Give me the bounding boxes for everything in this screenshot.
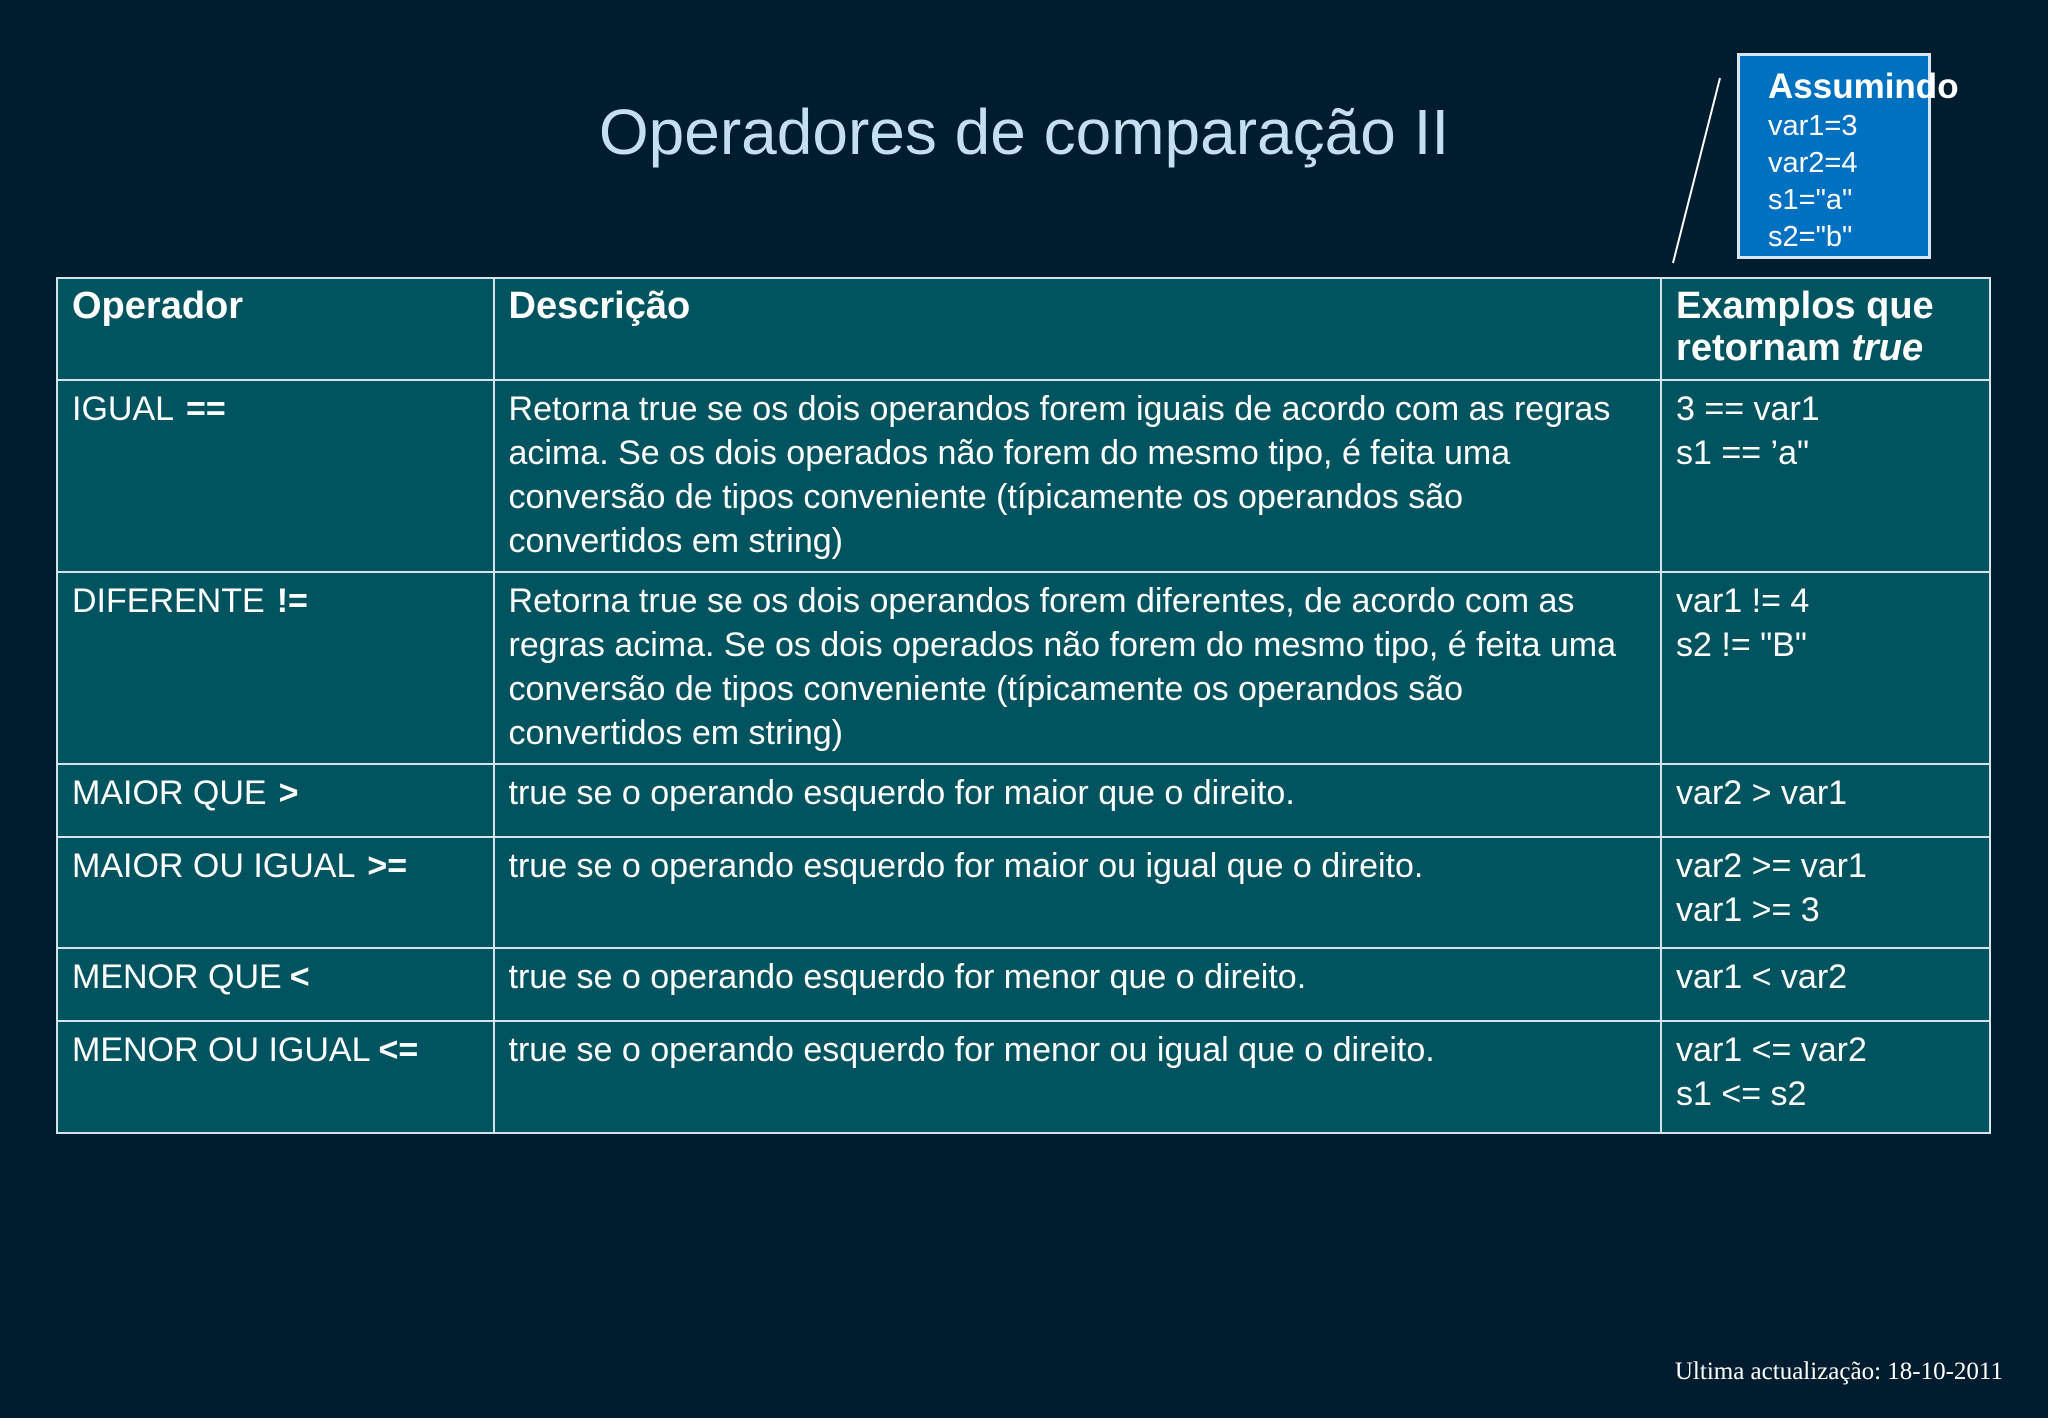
assumption-line: s2="b" <box>1768 221 1853 253</box>
last-updated-footer: Ultima actualização: 18-10-2011 <box>1674 1358 2003 1385</box>
operator-name: DIFERENTE <box>72 582 265 620</box>
operator-symbol: >= <box>367 847 408 885</box>
operator-cell <box>57 572 494 764</box>
examples-cell <box>1661 1021 1990 1133</box>
operator-cell <box>57 764 494 837</box>
table-row <box>57 764 1990 837</box>
operator-name: MENOR QUE <box>72 958 282 996</box>
examples-cell <box>1661 948 1990 1021</box>
operator-name: MAIOR QUE <box>72 774 267 812</box>
header-description: Descrição <box>494 278 1662 380</box>
header-examples-text: Examplos que retornam <box>1676 285 1934 369</box>
operator-symbol: > <box>278 774 299 812</box>
description-cell: true se o operando esquerdo for maior ou igual que o direito. <box>494 837 1662 948</box>
table-header-row <box>57 278 1990 380</box>
table-row <box>57 380 1990 572</box>
operator-name: MENOR OU IGUAL <box>72 1031 371 1069</box>
operator-cell <box>57 837 494 948</box>
assumptions-heading: Assumindo <box>1768 67 1959 106</box>
assumption-line: var2=4 <box>1768 147 1858 179</box>
header-examples <box>1661 278 1990 380</box>
operator-symbol: != <box>276 582 308 620</box>
example-line: var2 > var1 <box>1676 774 1848 812</box>
example-line: var1 < var2 <box>1676 958 1848 996</box>
examples-cell <box>1661 572 1990 764</box>
table-row <box>57 948 1990 1021</box>
example-line: s1 <= s2 <box>1676 1075 1807 1113</box>
header-examples-true: true <box>1851 327 1924 369</box>
example-line: s2 != "B" <box>1676 626 1807 664</box>
assumption-line: s1="a" <box>1768 184 1853 216</box>
description-cell: true se o operando esquerdo for maior que o direito. <box>494 764 1662 837</box>
example-line: var2 >= var1 <box>1676 847 1867 885</box>
operator-name: IGUAL <box>72 390 175 428</box>
assumption-line: var1=3 <box>1768 110 1858 142</box>
table-row <box>57 837 1990 948</box>
example-line: 3 == var1 <box>1676 390 1820 428</box>
example-line: var1 <= var2 <box>1676 1031 1867 1069</box>
slide-title: Operadores de comparação II <box>598 96 1450 168</box>
operator-symbol: < <box>289 958 310 996</box>
operator-symbol: == <box>186 390 226 428</box>
operator-cell <box>57 948 494 1021</box>
table-row <box>57 1021 1990 1133</box>
assumptions-note <box>1737 53 1959 259</box>
description-cell: Retorna true se os dois operandos forem diferentes, de acordo com as regras acima. Se os dois operados não forem do mesmo tipo, é feita uma conversão de tipos conveniente (típicamente os operandos são convertidos em string) <box>494 572 1662 764</box>
description-cell: true se o operando esquerdo for menor que o direito. <box>494 948 1662 1021</box>
examples-cell <box>1661 837 1990 948</box>
operator-name: MAIOR OU IGUAL <box>72 847 356 885</box>
table-row <box>57 572 1990 764</box>
operator-cell <box>57 1021 494 1133</box>
operator-symbol: <= <box>378 1031 419 1069</box>
description-cell: Retorna true se os dois operandos forem iguais de acordo com as regras acima. Se os dois operados não forem do mesmo tipo, é feita uma conversão de tipos conveniente (típicamente os operandos são convertidos em string) <box>494 380 1662 572</box>
examples-cell <box>1661 380 1990 572</box>
comparison-operators-table <box>56 277 1991 1134</box>
description-cell: true se o operando esquerdo for menor ou igual que o direito. <box>494 1021 1662 1133</box>
example-line: var1 >= 3 <box>1676 891 1820 929</box>
example-line: var1 != 4 <box>1676 582 1810 620</box>
examples-cell <box>1661 764 1990 837</box>
example-line: s1 == ’a" <box>1676 434 1810 472</box>
operator-cell <box>57 380 494 572</box>
header-operator: Operador <box>57 278 494 380</box>
